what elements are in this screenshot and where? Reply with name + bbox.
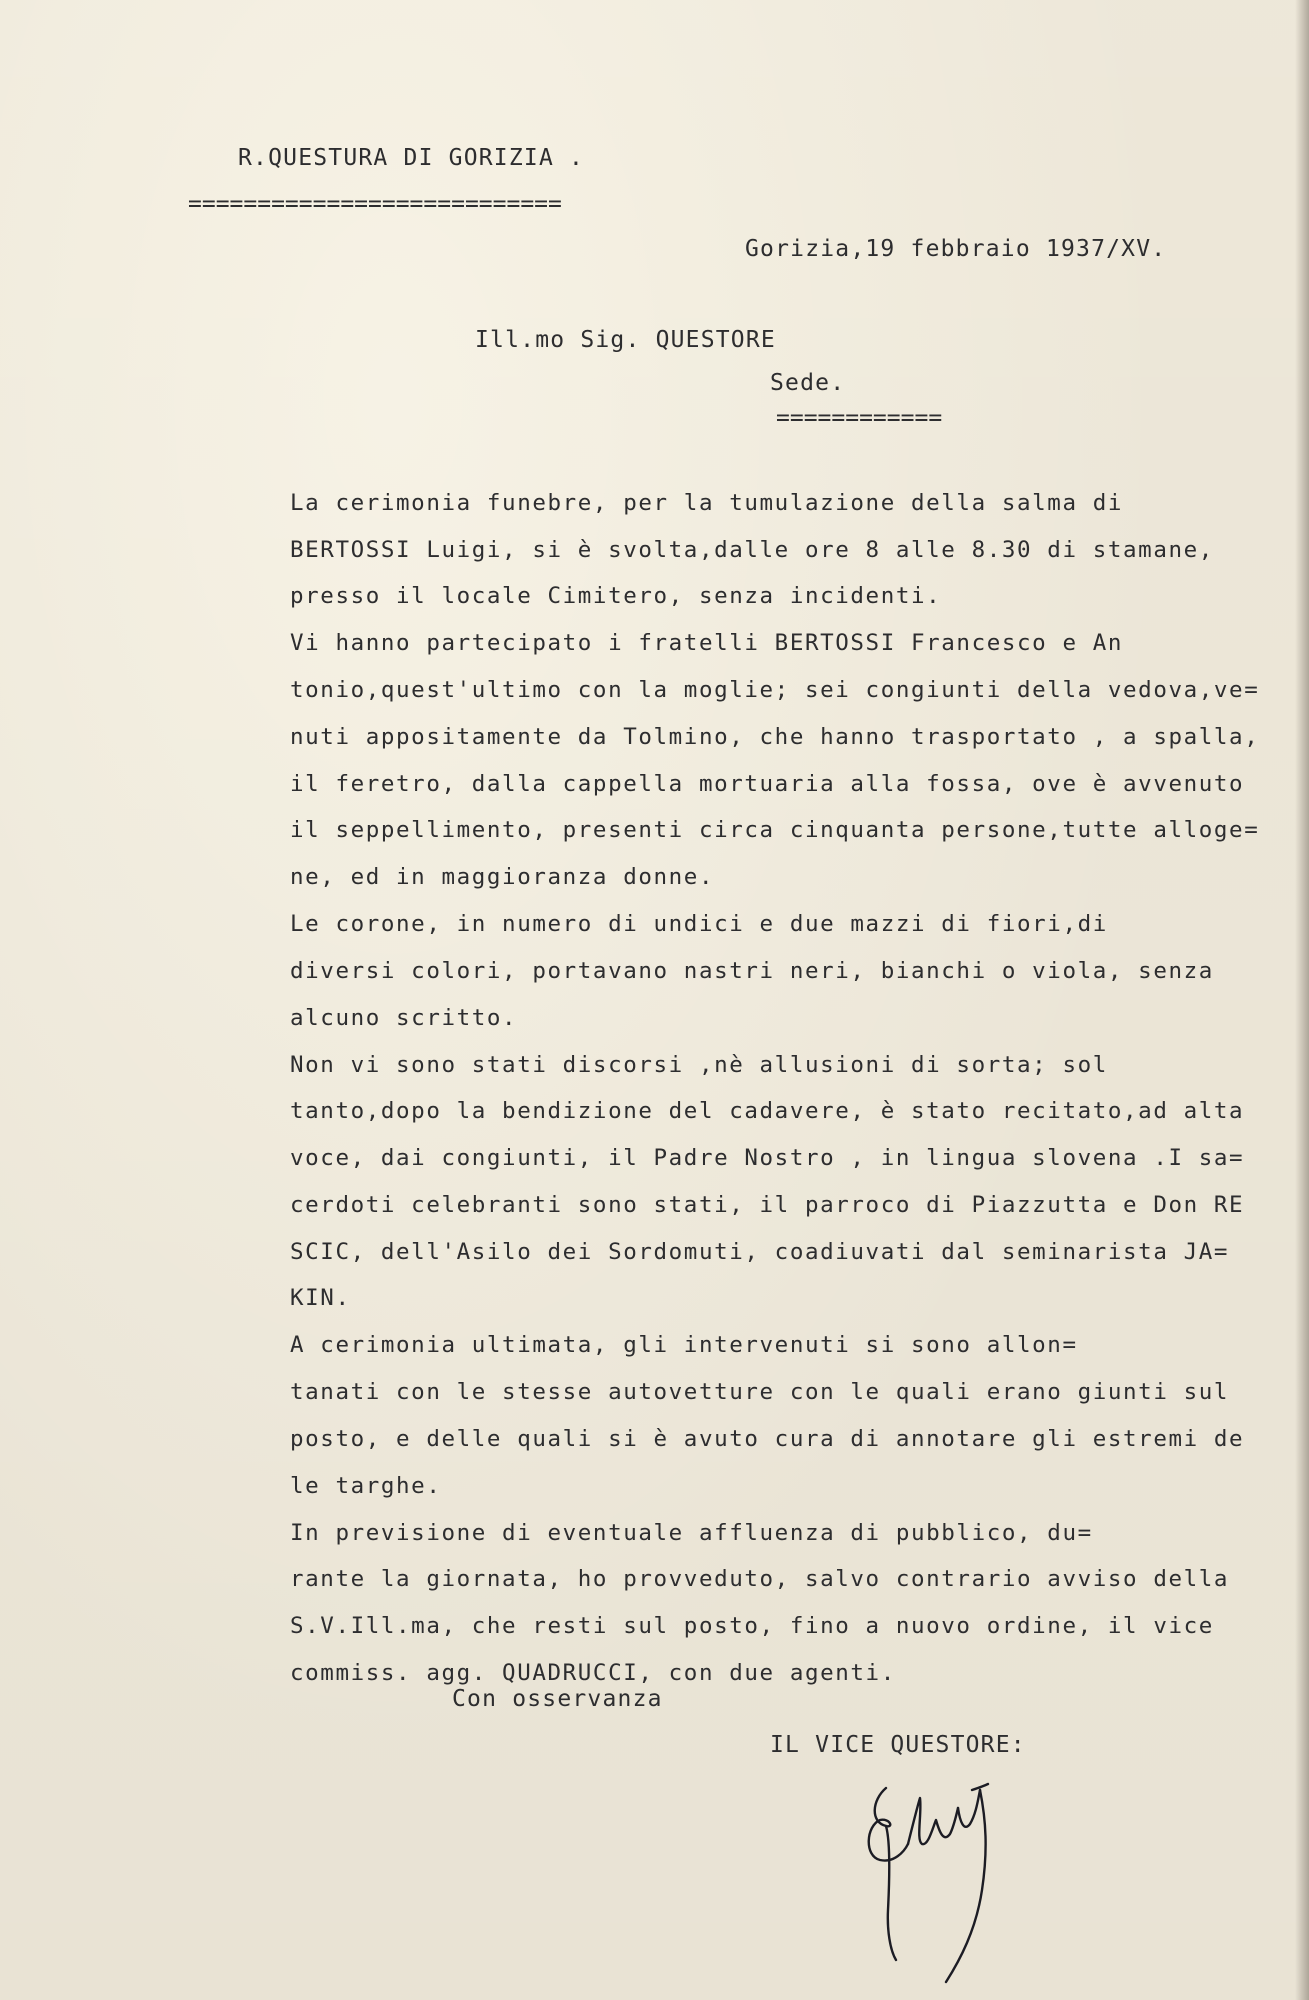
- heading-underline: ===========================: [188, 191, 562, 217]
- recipient-title: Ill.mo Sig. QUESTORE: [475, 327, 776, 353]
- body-line: commiss. agg. QUADRUCCI, con due agenti.: [290, 1660, 896, 1686]
- body-line: BERTOSSI Luigi, si è svolta,dalle ore 8 alle 8.30 di stamane,: [290, 537, 1214, 563]
- body-line: In previsione di eventuale affluenza di pubblico, du=: [290, 1520, 1093, 1546]
- body-line: A cerimonia ultimata, gli intervenuti si sono allon=: [290, 1332, 1078, 1358]
- signatory-title: IL VICE QUESTORE:: [770, 1732, 1026, 1758]
- body-line: tanati con le stesse autovetture con le quali erano giunti sul: [290, 1379, 1230, 1405]
- body-line: presso il locale Cimitero, senza incidenti.: [290, 583, 942, 609]
- body-line: ne, ed in maggioranza donne.: [290, 864, 715, 890]
- body-line: La cerimonia funebre, per la tumulazione della salma di: [290, 490, 1124, 516]
- body-line: Non vi sono stati discorsi ,nè allusioni di sorta; sol: [290, 1052, 1108, 1078]
- body-line: cerdoti celebranti sono stati, il parroco di Piazzutta e Don RE: [290, 1192, 1245, 1218]
- handwritten-signature: [860, 1760, 1070, 1990]
- body-line: SCIC, dell'Asilo dei Sordomuti, coadiuvati dal seminarista JA=: [290, 1239, 1230, 1265]
- body-line: Vi hanno partecipato i fratelli BERTOSSI Francesco e An: [290, 630, 1124, 656]
- body-line: il seppellimento, presenti circa cinquanta persone,tutte alloge=: [290, 817, 1260, 843]
- body-line: posto, e delle quali si è avuto cura di annotare gli estremi de: [290, 1426, 1245, 1452]
- recipient-place: Sede.: [770, 370, 846, 396]
- body-line: diversi colori, portavano nastri neri, bianchi o viola, senza: [290, 958, 1214, 984]
- body-line: tanto,dopo la bendizione del cadavere, è stato recitato,ad alta: [290, 1098, 1245, 1124]
- letter-date: Gorizia,19 febbraio 1937/XV.: [745, 236, 1167, 262]
- recipient-underline: ============: [776, 405, 943, 431]
- body-line: il feretro, dalla cappella mortuaria alla fossa, ove è avvenuto: [290, 771, 1245, 797]
- body-line: alcuno scritto.: [290, 1005, 518, 1031]
- body-line: rante la giornata, ho provveduto, salvo contrario avviso della: [290, 1566, 1230, 1592]
- closing-formula: Con osservanza: [452, 1686, 663, 1712]
- body-line: KIN.: [290, 1285, 351, 1311]
- body-line: tonio,quest'ultimo con la moglie; sei congiunti della vedova,ve=: [290, 677, 1260, 703]
- page-edge-shadow: [1295, 0, 1309, 2000]
- body-line: nuti appositamente da Tolmino, che hanno trasportato , a spalla,: [290, 724, 1260, 750]
- body-line: S.V.Ill.ma, che resti sul posto, fino a nuovo ordine, il vice: [290, 1613, 1214, 1639]
- office-heading: R.QUESTURA DI GORIZIA .: [238, 145, 585, 171]
- body-line: voce, dai congiunti, il Padre Nostro , in lingua slovena .I sa=: [290, 1145, 1245, 1171]
- body-line: Le corone, in numero di undici e due mazzi di fiori,di: [290, 911, 1108, 937]
- body-line: le targhe.: [290, 1473, 442, 1499]
